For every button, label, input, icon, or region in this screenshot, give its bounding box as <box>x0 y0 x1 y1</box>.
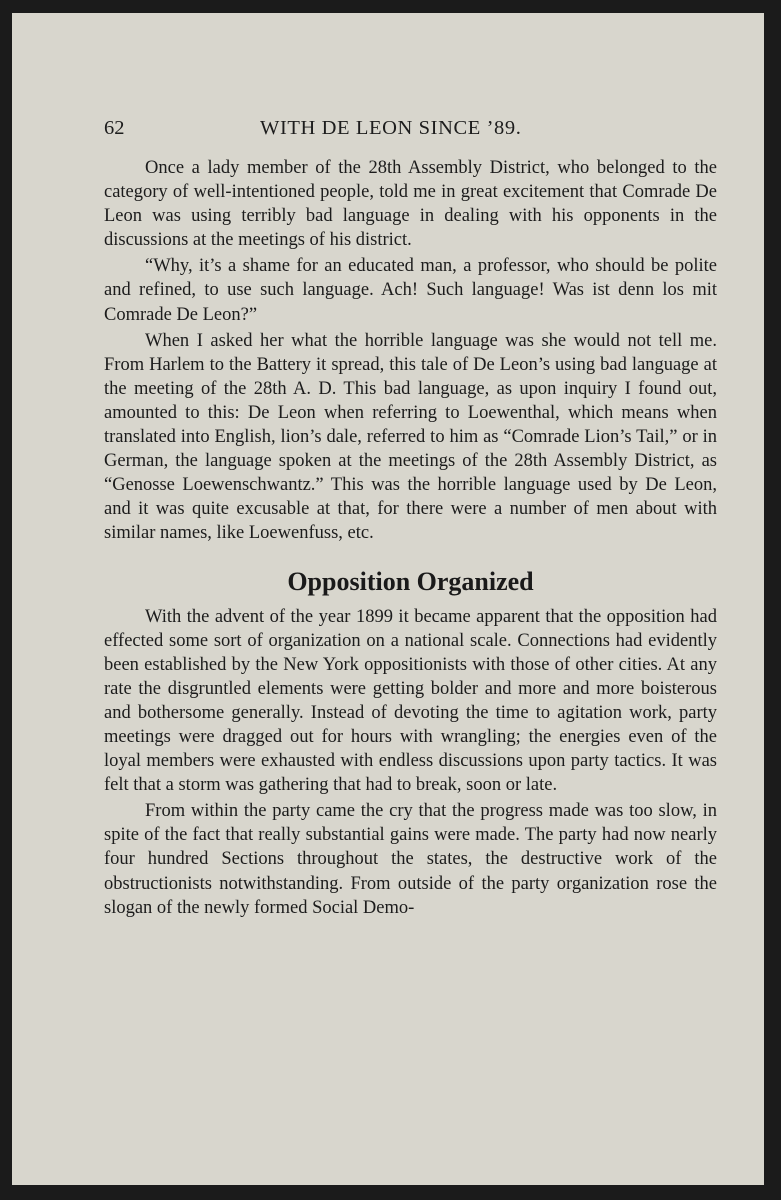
running-title: WITH DE LEON SINCE ’89. <box>260 117 522 139</box>
page-number: 62 <box>104 117 125 139</box>
paragraph: With the advent of the year 1899 it became apparent that the opposition had effected some sort of organization on a national scale. Connections had evidently been established by the New York oppositionists with those of other cities. At any rate the disgruntled elements were getting bolder and more and more boisterous and bothersome generally. Instead of devoting the time to agitation work, party meetings were dragged out for hours with wrangling; the energies even of the loyal members were exhausted with endless discussions upon party tactics. It was felt that a storm was gathering that had to break, soon or late. <box>104 606 717 796</box>
paragraph: Once a lady member of the 28th Assembly District, who belonged to the category of well-intentioned people, told me in great excitement that Comrade De Leon was using terribly bad language in dealing with his opponents in the discussions at the meetings of his district. <box>104 158 717 251</box>
paragraph: When I asked her what the horrible language was she would not tell me. From Harlem to the Battery it spread, this tale of De Leon’s using bad language at the meeting of the 28th A. D. This bad language, as upon inquiry I found out, amounted to this: De Leon when referring to Loewenthal, which means when translated into English, lion’s dale, referred to him as “Comrade Lion’s Tail,” or in German, the language spoken at the meetings of the 28th Assembly District, as “Genosse Loewenschwantz.” This was the horrible language used by De Leon, and it was quite excusable at that, for there were a number of men about with similar names, like Loewenfuss, etc. <box>104 330 717 544</box>
paragraph: “Why, it’s a shame for an educated man, a professor, who should be polite and refined, to use such language. Ach! Such language! Was ist denn los mit Comrade De Leon?” <box>104 256 717 325</box>
section-heading: Opposition Organized <box>287 566 534 596</box>
paragraph: From within the party came the cry that the progress made was too slow, in spite of the fact that really substantial gains were made. The party had now nearly four hundred Sections throughout the states, the destructive work of the obstructionists notwithstanding. From outside of the party organization rose the slogan of the newly formed Social Demo- <box>104 801 717 918</box>
page-header <box>104 117 724 147</box>
body-text <box>104 156 717 920</box>
book-page <box>12 13 764 1185</box>
